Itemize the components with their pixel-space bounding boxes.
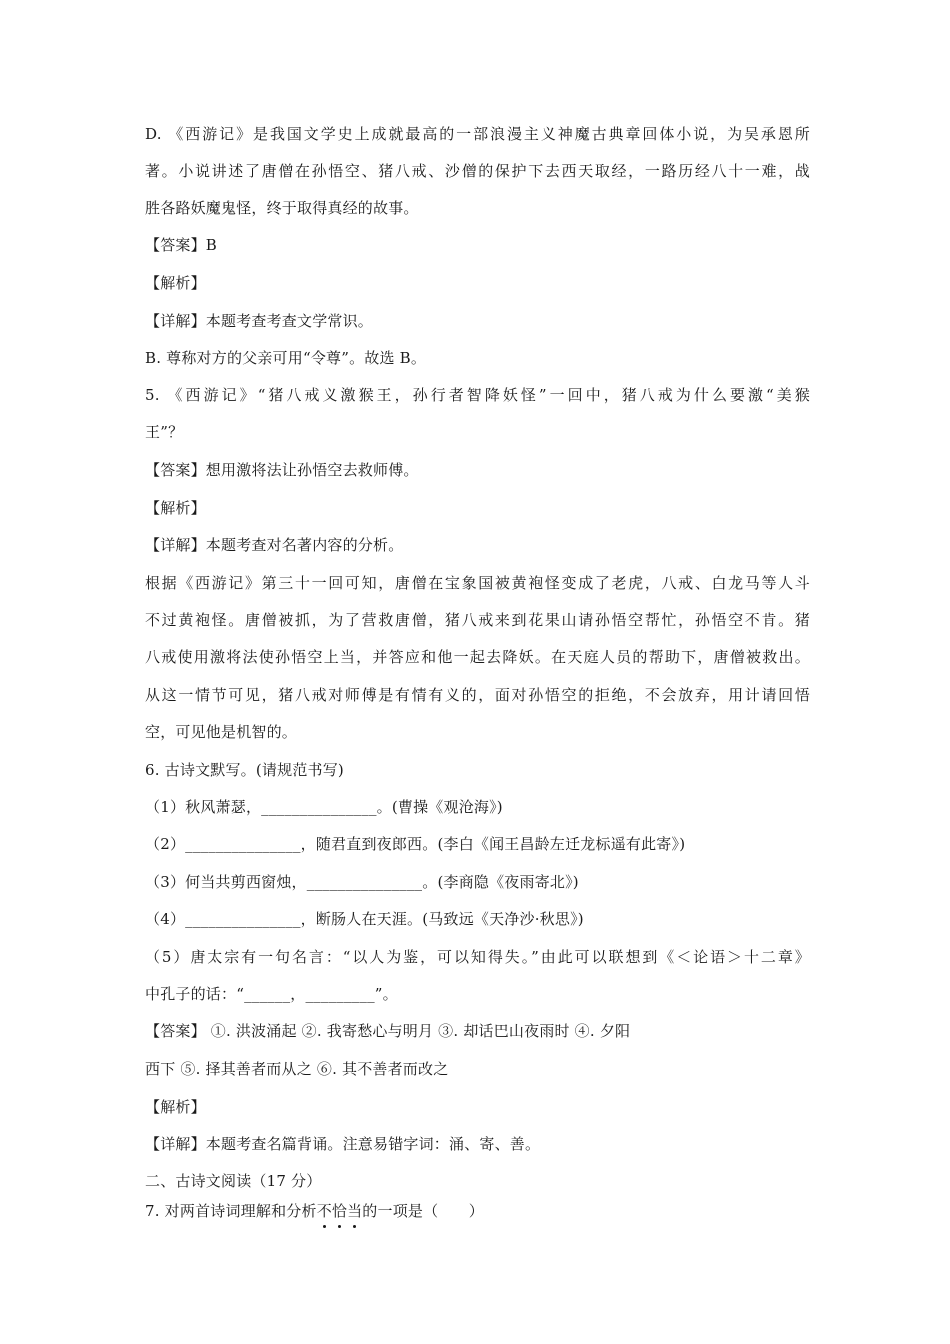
detail-label: 【详解】本题考查考查文学常识。 (145, 312, 374, 330)
question-7-text-after: 的一项是（ ） (362, 1202, 484, 1220)
analysis-label: 【解析】 (145, 274, 206, 292)
question-6-item-3: （3）何当共剪西窗烛，_______________。(李商隐《夜雨寄北》) (145, 873, 579, 891)
paragraph-line: 从这一情节可见，猪八戒对师傅是有情有义的，面对孙悟空的拒绝，不会放弃，用计请回悟 (145, 686, 810, 704)
detail-label: 【详解】本题考查名篇背诵。注意易错字词：涌、寄、善。 (145, 1135, 541, 1153)
emphasis-dot (323, 1225, 326, 1228)
paragraph-line: 八戒使用激将法使孙悟空上当，并答应和他一起去降妖。在天庭人员的帮助下，唐僧被救出。 (145, 648, 810, 666)
answer-list-line-1: 【答案】 ①. 洪波涌起 ②. 我寄愁心与明月 ③. 却话巴山夜雨时 ④. 夕阳 (145, 1022, 631, 1040)
emphasis-char: 恰 (332, 1201, 347, 1221)
emphasis-dot (338, 1225, 341, 1228)
question-5-line-1: 5. 《西游记》“猪八戒义激猴王，孙行者智降妖怪”一回中，猪八戒为什么要激“美猴 (145, 386, 810, 404)
section-2-heading: 二、古诗文阅读（17 分） (145, 1172, 322, 1190)
analysis-label: 【解析】 (145, 499, 206, 517)
question-6-item-5-line-2: 中孔子的话：“______，_________”。 (145, 985, 398, 1003)
question-6-item-5-line-1: （5）唐太宗有一句名言：“以人为鉴，可以知得失。”由此可以联想到《＜论语＞十二章》 (145, 948, 810, 966)
detail-label: 【详解】本题考查对名著内容的分析。 (145, 536, 404, 554)
emphasis-char: 当 (347, 1201, 362, 1221)
question-6-item-1: （1）秋风萧瑟，_______________。(曹操《观沧海》) (145, 798, 503, 816)
answer-label: 【答案】B (145, 236, 218, 254)
answer-list-line-2: 西下 ⑤. 择其善者而从之 ⑥. 其不善者而改之 (145, 1060, 449, 1078)
option-d-line-1: D. 《西游记》是我国文学史上成就最高的一部浪漫主义神魔古典章回体小说，为吴承恩所 (145, 125, 810, 143)
analysis-label: 【解析】 (145, 1098, 206, 1116)
emphasis-dot (353, 1225, 356, 1228)
question-6-item-4: （4）_______________，断肠人在天涯。(马致远《天净沙·秋思》) (145, 910, 584, 928)
emphasis-char: 不 (317, 1201, 332, 1221)
question-7-text-before: 7. 对两首诗词理解和分析 (145, 1202, 317, 1220)
paragraph-line: 根据《西游记》第三十一回可知，唐僧在宝象国被黄袍怪变成了老虎，八戒、白龙马等人斗 (145, 574, 810, 592)
question-6-title: 6. 古诗文默写。(请规范书写) (145, 761, 344, 779)
question-6-item-2: （2）_______________，随君直到夜郎西。(李白《闻王昌龄左迁龙标遥有此寄》) (145, 835, 686, 853)
question-7-line (145, 1201, 810, 1221)
option-d-line-2: 著。小说讲述了唐僧在孙悟空、猪八戒、沙僧的保护下去西天取经，一路历经八十一难，战 (145, 162, 810, 180)
answer-label: 【答案】想用激将法让孙悟空去救师傅。 (145, 461, 419, 479)
option-d-line-3: 胜各路妖魔鬼怪，终于取得真经的故事。 (145, 199, 419, 217)
paragraph-line: 空，可见他是机智的。 (145, 723, 298, 741)
paragraph-line: 不过黄袍怪。唐僧被抓，为了营救唐僧，猪八戒来到花果山请孙悟空帮忙，孙悟空不肯。猪 (145, 611, 810, 629)
detail-text: B. 尊称对方的父亲可用“令尊”。故选 B。 (145, 349, 427, 367)
question-5-line-2: 王”？ (145, 423, 184, 441)
